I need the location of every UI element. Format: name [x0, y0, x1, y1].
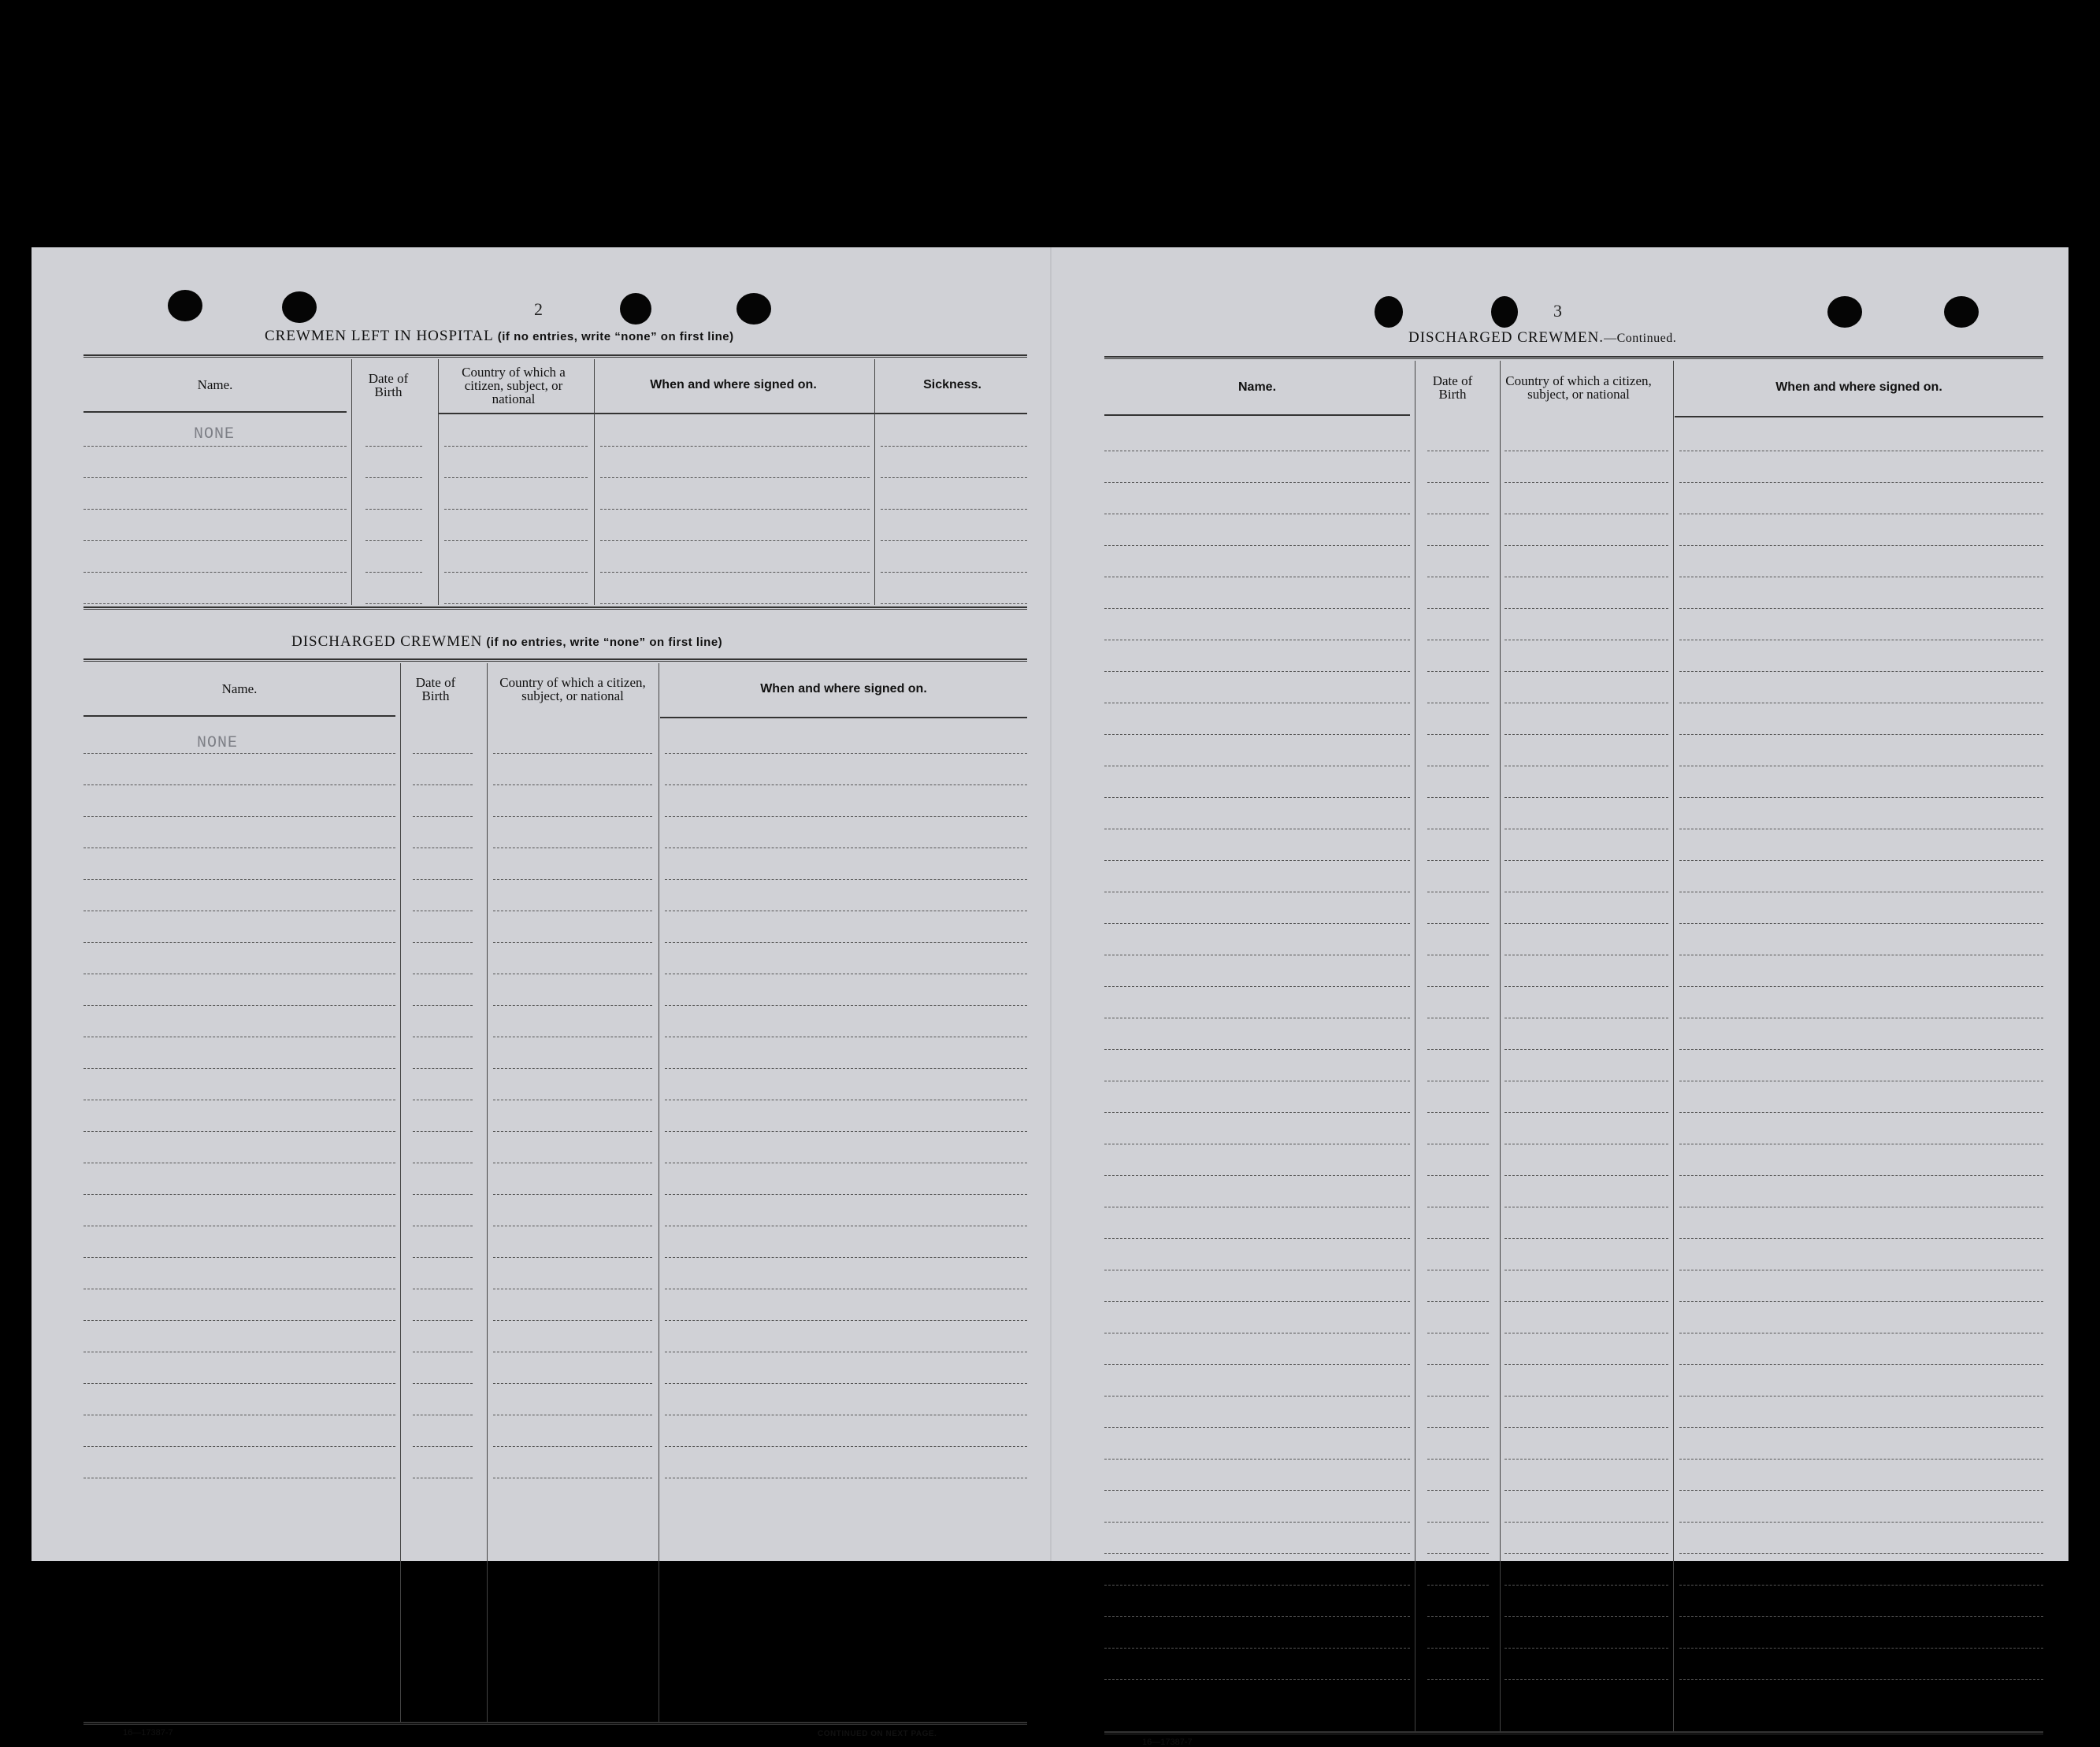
entry-line — [1505, 860, 1668, 861]
entry-line — [1505, 1364, 1668, 1365]
entry-line — [413, 1446, 473, 1447]
entry-line — [1679, 1616, 2043, 1617]
punch-hole — [1491, 296, 1518, 328]
col-header-name: Name. — [221, 681, 258, 696]
entry-line — [1427, 797, 1489, 798]
entry-line — [1679, 1522, 2043, 1523]
column-divider — [487, 663, 488, 1722]
entry-line — [83, 1194, 395, 1195]
entry-line — [1679, 734, 2043, 735]
entry-line — [1505, 1553, 1668, 1554]
entry-line — [1104, 1616, 1410, 1617]
continued-label: —Continued. — [1604, 332, 1677, 345]
punch-hole — [736, 293, 771, 325]
entry-line — [1427, 1585, 1489, 1586]
entry-line — [1427, 1459, 1489, 1460]
discharged-title: DISCHARGED CREWMEN — [291, 633, 483, 650]
entry-line — [493, 1068, 652, 1069]
column-divider — [594, 359, 595, 605]
entry-line — [83, 1005, 395, 1006]
entry-line — [413, 1005, 473, 1006]
entry-line — [1679, 1459, 2043, 1460]
header-rule — [1675, 416, 2043, 417]
entry-line — [1505, 545, 1668, 546]
punch-hole — [1375, 296, 1403, 328]
punch-hole — [1827, 296, 1862, 328]
entry-line — [665, 1257, 1027, 1258]
entry-line — [881, 572, 1027, 573]
entry-line — [1679, 923, 2043, 924]
entry-line — [1505, 734, 1668, 735]
entry-line — [665, 942, 1027, 943]
entry-line — [665, 1005, 1027, 1006]
entry-line — [493, 1194, 652, 1195]
entry-line — [365, 603, 422, 604]
entry-line — [83, 1257, 395, 1258]
entry-line — [1104, 1553, 1410, 1554]
entry-line — [413, 1257, 473, 1258]
entry-line — [1505, 671, 1668, 672]
entry-line — [1679, 1112, 2043, 1113]
table-rule — [83, 658, 1027, 662]
entry-line — [1427, 986, 1489, 987]
entry-line — [1427, 1490, 1489, 1491]
header-rule — [1104, 414, 1410, 416]
entry-line — [83, 1320, 395, 1321]
entry-line — [881, 477, 1027, 478]
entry-line — [1104, 1459, 1410, 1460]
entry-line — [600, 446, 870, 447]
entry-line — [600, 603, 870, 604]
entry-line — [1679, 1301, 2043, 1302]
entry-line — [1427, 860, 1489, 861]
entry-line — [1427, 1301, 1489, 1302]
entry-line — [1427, 1238, 1489, 1239]
punch-hole — [168, 290, 202, 321]
entry-line — [1427, 1648, 1489, 1649]
entry-line — [1679, 860, 2043, 861]
entry-line — [83, 572, 347, 573]
entry-line — [881, 509, 1027, 510]
entry-line — [83, 816, 395, 817]
hospital-subtitle: (if no entries, write “none” on first line) — [497, 330, 734, 343]
entry-line — [1505, 1616, 1668, 1617]
entry-line — [1679, 1049, 2043, 1050]
entry-line — [1505, 1427, 1668, 1428]
table-rule — [83, 354, 1027, 358]
entry-line — [1679, 1364, 2043, 1365]
entry-line — [1427, 608, 1489, 609]
entry-line — [1427, 482, 1489, 483]
entry-line — [600, 509, 870, 510]
entry-line — [413, 753, 473, 754]
entry-line — [1679, 986, 2043, 987]
entry-line — [493, 753, 652, 754]
entry-line — [1104, 671, 1410, 672]
entry-line — [881, 603, 1027, 604]
col-header-country: Country of which a citizen, subject, or national — [1505, 373, 1652, 402]
entry-line — [1505, 1522, 1668, 1523]
entry-line — [493, 1383, 652, 1384]
entry-line — [413, 942, 473, 943]
column-divider — [1500, 361, 1501, 1731]
entry-line — [1427, 671, 1489, 672]
entry-line — [600, 572, 870, 573]
entry-line — [1104, 860, 1410, 861]
entry-line — [444, 446, 588, 447]
entry-line — [665, 1131, 1027, 1132]
punch-hole — [620, 293, 651, 325]
entry-line — [493, 784, 652, 785]
entry-line — [413, 1131, 473, 1132]
entry-line — [1104, 1522, 1410, 1523]
entry-line — [413, 784, 473, 785]
entry-line — [444, 572, 588, 573]
entry-line — [1427, 1427, 1489, 1428]
entry-line — [493, 1257, 652, 1258]
hospital-entry: NONE — [194, 425, 236, 443]
entry-line — [1104, 1490, 1410, 1491]
entry-line — [1679, 1427, 2043, 1428]
entry-line — [444, 509, 588, 510]
discharged-section-title — [291, 633, 722, 651]
entry-line — [1505, 1175, 1668, 1176]
entry-line — [493, 816, 652, 817]
entry-line — [1679, 671, 2043, 672]
entry-line — [1505, 1049, 1668, 1050]
entry-line — [665, 1194, 1027, 1195]
entry-line — [1679, 1553, 2043, 1554]
entry-line — [83, 784, 395, 785]
entry-line — [881, 446, 1027, 447]
entry-line — [365, 540, 422, 541]
entry-line — [493, 942, 652, 943]
entry-line — [413, 1320, 473, 1321]
entry-line — [1104, 1679, 1410, 1680]
entry-line — [413, 1383, 473, 1384]
entry-line — [83, 879, 395, 880]
entry-line — [1104, 1301, 1410, 1302]
entry-line — [1427, 1616, 1489, 1617]
entry-line — [83, 1383, 395, 1384]
entry-line — [1505, 1490, 1668, 1491]
entry-line — [1679, 1490, 2043, 1491]
entry-line — [83, 446, 347, 447]
entry-line — [1104, 1112, 1410, 1113]
entry-line — [83, 603, 347, 604]
col-header-dob: Date of Birth — [368, 371, 409, 399]
page-number: 2 — [534, 299, 543, 319]
entry-line — [1505, 1679, 1668, 1680]
entry-line — [1505, 1648, 1668, 1649]
entry-line — [1505, 1301, 1668, 1302]
right-section-title — [1408, 329, 1676, 347]
entry-line — [665, 753, 1027, 754]
entry-line — [665, 784, 1027, 785]
entry-line — [493, 1005, 652, 1006]
entry-line — [665, 1068, 1027, 1069]
column-divider — [1673, 361, 1674, 1731]
entry-line — [1104, 1175, 1410, 1176]
entry-line — [413, 1068, 473, 1069]
column-divider — [874, 359, 875, 605]
header-rule — [438, 413, 1027, 414]
entry-line — [1505, 608, 1668, 609]
entry-line — [365, 446, 422, 447]
entry-line — [600, 540, 870, 541]
entry-line — [1104, 1585, 1410, 1586]
column-divider — [351, 359, 352, 605]
hospital-section-title — [265, 328, 734, 345]
entry-line — [1104, 1648, 1410, 1649]
discharged-subtitle: (if no entries, write “none” on first line) — [486, 636, 723, 649]
entry-line — [1104, 734, 1410, 735]
entry-line — [413, 879, 473, 880]
col-header-dob: Date of Birth — [1432, 373, 1473, 402]
hospital-title: CREWMEN LEFT IN HOSPITAL — [265, 328, 494, 344]
col-header-country: Country of which a citizen, subject, or national — [499, 675, 646, 703]
entry-line — [83, 540, 347, 541]
entry-line — [1505, 482, 1668, 483]
entry-line — [1679, 797, 2043, 798]
entry-line — [1104, 608, 1410, 609]
col-header-country: Country of which a citizen, subject, or national — [462, 364, 566, 406]
entry-line — [1427, 1522, 1489, 1523]
entry-line — [665, 1383, 1027, 1384]
entry-line — [1104, 1427, 1410, 1428]
entry-line — [1679, 1679, 2043, 1680]
entry-line — [665, 879, 1027, 880]
entry-line — [1679, 1238, 2043, 1239]
page-fold — [1050, 247, 1052, 1561]
entry-line — [493, 879, 652, 880]
entry-line — [1104, 797, 1410, 798]
form-number: 16—17387-7 — [123, 1728, 173, 1738]
entry-line — [665, 1320, 1027, 1321]
header-rule — [83, 411, 347, 413]
col-header-signed: When and where signed on. — [1775, 380, 1942, 394]
entry-line — [1427, 1364, 1489, 1365]
punch-hole — [282, 291, 317, 323]
entry-line — [444, 477, 588, 478]
entry-line — [1679, 1585, 2043, 1586]
entry-line — [444, 540, 588, 541]
entry-line — [1505, 1238, 1668, 1239]
entry-line — [1427, 1553, 1489, 1554]
entry-line — [665, 816, 1027, 817]
punch-hole — [1944, 296, 1979, 328]
col-header-sickness: Sickness. — [923, 378, 981, 391]
entry-line — [83, 1068, 395, 1069]
entry-line — [1104, 545, 1410, 546]
entry-line — [1679, 1648, 2043, 1649]
entry-line — [1427, 923, 1489, 924]
entry-line — [1427, 1112, 1489, 1113]
right-title: DISCHARGED CREWMEN. — [1408, 329, 1605, 346]
discharged-entry: NONE — [197, 734, 239, 752]
entry-line — [83, 753, 395, 754]
entry-line — [1427, 734, 1489, 735]
entry-line — [1427, 1049, 1489, 1050]
entry-line — [1427, 1679, 1489, 1680]
entry-line — [83, 1446, 395, 1447]
entry-line — [83, 942, 395, 943]
entry-line — [1104, 923, 1410, 924]
entry-line — [1427, 1175, 1489, 1176]
entry-line — [1679, 482, 2043, 483]
entry-line — [1104, 1364, 1410, 1365]
entry-line — [600, 477, 870, 478]
col-header-signed: When and where signed on. — [650, 378, 817, 391]
table-rule — [83, 606, 1027, 610]
entry-line — [1104, 1238, 1410, 1239]
table-rule — [1104, 356, 2043, 359]
entry-line — [365, 572, 422, 573]
entry-line — [1104, 1049, 1410, 1050]
entry-line — [493, 1446, 652, 1447]
entry-line — [1104, 986, 1410, 987]
entry-line — [444, 603, 588, 604]
table-rule — [83, 1722, 1027, 1725]
continued-note: CONTINUED ON NEXT PAGE. — [818, 1730, 937, 1738]
column-divider — [438, 359, 439, 605]
column-divider — [400, 663, 401, 1722]
entry-line — [493, 1320, 652, 1321]
entry-line — [1679, 608, 2043, 609]
entry-line — [1679, 1175, 2043, 1176]
col-header-name: Name. — [197, 377, 233, 392]
col-header-dob: Date of Birth — [415, 675, 456, 703]
entry-line — [881, 540, 1027, 541]
entry-line — [1679, 545, 2043, 546]
entry-line — [1427, 545, 1489, 546]
entry-line — [1505, 1112, 1668, 1113]
entry-line — [83, 477, 347, 478]
entry-line — [1505, 986, 1668, 987]
page-number: 3 — [1553, 301, 1562, 321]
entry-line — [413, 1194, 473, 1195]
entry-line — [1505, 797, 1668, 798]
col-header-name: Name. — [1237, 380, 1277, 394]
entry-line — [83, 509, 347, 510]
entry-line — [83, 1131, 395, 1132]
table-rule — [1104, 1731, 2043, 1734]
entry-line — [493, 1131, 652, 1132]
col-header-signed: When and where signed on. — [760, 682, 927, 695]
entry-line — [1505, 1585, 1668, 1586]
entry-line — [1505, 1459, 1668, 1460]
entry-line — [1505, 923, 1668, 924]
form-number: 16—17387-7 — [1142, 1738, 1193, 1747]
entry-line — [665, 1446, 1027, 1447]
header-rule — [660, 717, 1027, 718]
entry-line — [1104, 482, 1410, 483]
manifest-sheet — [32, 247, 2068, 1747]
entry-line — [365, 509, 422, 510]
header-rule — [83, 715, 395, 717]
entry-line — [413, 816, 473, 817]
entry-line — [365, 477, 422, 478]
